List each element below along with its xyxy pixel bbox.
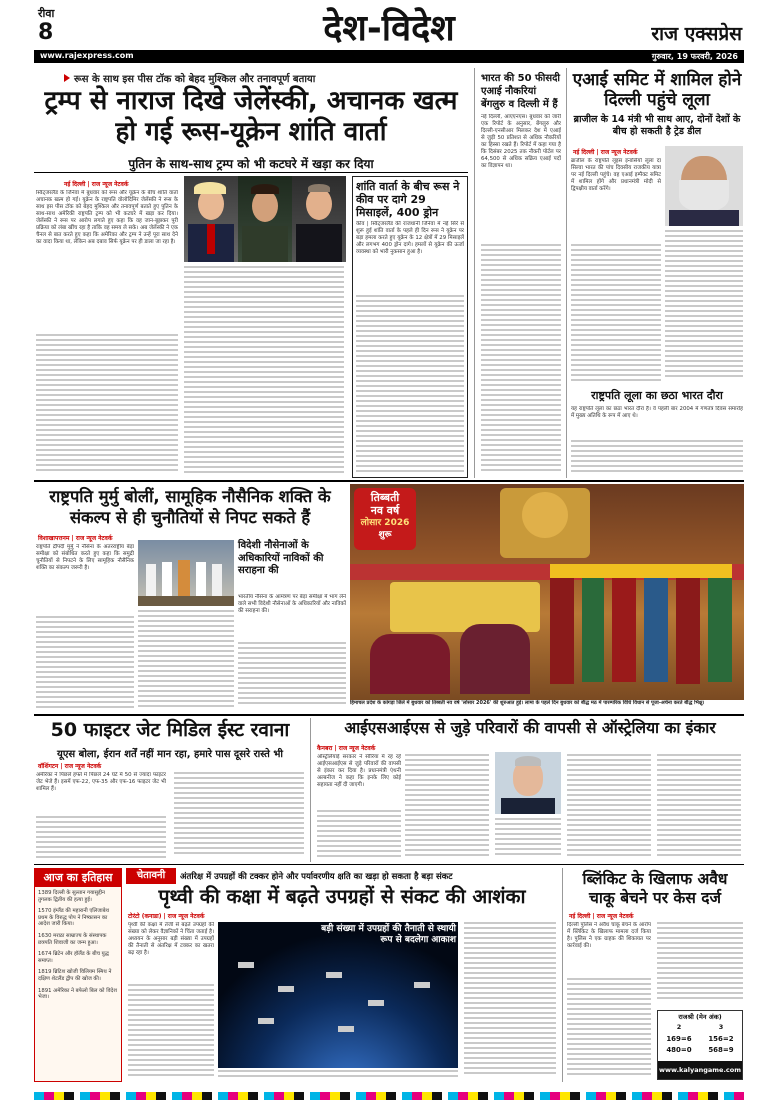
australia-body-col4 [567,754,651,860]
australia-story [310,718,744,862]
satellite-body: पृथ्वी की कक्षा में तेजी से बढ़ते उपग्रहों की संख्या को लेकर वैज्ञानिकों ने चिंता जताई है। अध्ययन के अनुसार बड़ी संख्या में उपग्रहों की तैनाती से अंतरिक्ष में टक्कर का खतरा बढ़ रहा है। [128,922,214,956]
byline: नई दिल्ली | राज न्यूज नेटवर्क [64,181,129,188]
jets-body-rest [36,816,166,860]
missile-box-body: कीव | स्विट्जरलैंड की राजधानी जिनेवा में नई सिरे से शुरू हुई शांति वार्ता के पहले ही दिन रूस ने यूक्रेन पर बड़ा हमला करते हुए यूक्रेन के 12 क्षेत्रों में 29 मिसाइलें और लगभग 400 ड्रोन दागे। हमलों से यूक्रेन की ऊर्जा व्यवस्था को भारी नुकसान हुआ है। [356,221,464,255]
murmu-story [34,484,346,712]
zelensky-body-col2 [184,266,344,478]
zelensky-headline: ट्रम्प से नाराज दिखे जेलेंस्की, अचानक खत्म हो गई रूस-यूक्रेन शांति वार्ता [44,86,458,147]
lula-box-headline: राष्ट्रपति लूला का छठा भारत दौरा [591,389,723,402]
satellite-headline: पृथ्वी की कक्षा में बढ़ते उपग्रहों से संकट की आशंका [158,885,526,908]
losar-badge-line4: शुरू [378,530,392,540]
australia-body-col3 [495,818,561,860]
navy-sidebar-body: भारतीय नौसेना के आमंत्रण पर बेड़ा समीक्षा में भाग लेने वाले सभी विदेशी नौसेनाओं के अधिकारियों और नाविकों की सराहना की। [238,594,346,614]
losar-photo-block [350,484,744,712]
history-item: 1819 ब्रिटिश खोजी विलियम स्मिथ ने दक्षिण शेटलैंड द्वीप की खोज की। [38,969,112,982]
satellite-byline: टोरंटो (कनाडा) | राज न्यूज नेटवर्क [128,913,205,920]
rashifal-col2: 3 [718,1023,724,1031]
history-box [34,868,122,1082]
zelensky-subhead: पुतिन के साथ-साथ ट्रम्प को भी कटघरे में खड़ा कर दिया [128,157,374,171]
ai-jobs-body: नई दिल्ली, आएएनएस। बुधवार को जारी एक रिपोर्ट के अनुसार, बेंगलुरु और दिल्ली-एनसीआर मिलकर देश में एआई से जुड़ी 50 प्रतिशत से अधिक नौकरियों का हिस्सा रखते हैं। रिपोर्ट में कहा गया है कि दिसंबर 2025 तक नौकरी पोर्टल पर 64,500 से अधिक सक्रिय एआई पदों का विज्ञापन था। [481,114,561,169]
jets-headline: 50 फाइटर जेट मिडिल ईस्ट रवाना [50,719,290,741]
section-title: देश-विदेश [323,8,455,49]
murmu-body-col2 [138,610,234,710]
blinkit-body: दिल्ली पुलिस ने अवैध चाकू बेचने के आरोप में ब्लिंकिट के खिलाफ मामला दर्ज किया है। पुलिस ने एक ग्राहक की शिकायत पर कार्रवाई की। [567,922,651,949]
missile-box-body-rest [356,295,464,475]
zelensky-story [34,68,468,478]
australia-body-col5 [657,754,741,860]
color-registration-strip [34,1092,744,1100]
murmu-photo [138,540,234,606]
leader-portrait-left [184,176,238,262]
leaders-photo [184,176,346,262]
rashifal-cell: 156=2 [708,1035,734,1043]
website-url[interactable]: www.rajexpress.com [40,51,134,60]
losar-badge-line3: लोसार 2026 [360,518,410,528]
lula-body: ब्राजील के राष्ट्रपति लूइस इनासियो लूला दा सिल्वा भारत की पांच दिवसीय राजकीय यात्रा पर नई दिल्ली पहुंचे। वह एआई इम्पैक्ट समिट में शामिल होंगे और प्रधानमंत्री मोदी से द्विपक्षीय वार्ता करेंगे। [571,158,661,192]
jets-story [34,718,306,862]
jets-body-col2 [174,772,304,860]
section-divider-3 [34,864,744,865]
satellite-story [126,868,558,1082]
history-item: 1389 दिल्ली के सुल्तान गयासुद्दीन तुगलक द्वितीय की हत्या हुई। [38,890,105,903]
blinkit-headline: ब्लिंकिट के खिलाफ अवैध चाकू बेचने पर केस दर्ज [582,870,728,907]
blinkit-body-rest [567,978,651,1080]
losar-badge [354,488,416,550]
story-kicker [34,71,468,85]
rashifal-title: राजश्री (मेन अंक) [678,1013,722,1021]
lula-subhead: ब्राजील के 14 मंत्री भी साथ आए, दोनों देशों के बीच हो सकती है ट्रेड डील [573,114,741,137]
navy-sidebar [238,540,346,710]
kicker-bullet-icon [64,74,70,82]
zelensky-body-col1-rest [36,334,178,478]
navy-sidebar-headline: विदेशी नौसेनाओं के अधिकारियों नाविकों की सराहना की [238,540,324,576]
rashifal-cell: 169=6 [666,1035,692,1043]
masthead [0,0,778,66]
lula-body-rest [571,244,661,384]
jets-body: अमेरिका ने पिछले हफ्ते में पिछले 24 घंटे में 50 से ज्यादा फाइटर जेट भेजे हैं। इसमें एफ-22, एफ-35 और एफ-16 फाइटर जेट भी शामिल हैं। [36,772,166,792]
leader-portrait-right [292,176,346,262]
section-divider-2 [34,714,744,716]
history-item: 1891 अमेरिका ने बफेलो बिल को विदेश भेजा। [38,987,117,1001]
warning-tagline: अंतरिक्ष में उपग्रहों की टक्कर होने और पर्यावरणीय क्षति का खड़ा हो सकता है बड़ा संकट [180,872,453,882]
murmu-body-rest [36,616,134,710]
rashifal-cell: 480=0 [666,1046,692,1054]
navy-sidebar-body-rest [238,642,346,710]
lula-box-body-rest [571,440,743,476]
lula-photo [665,146,743,226]
blinkit-byline: नई दिल्ली | राज न्यूज नेटवर्क [569,913,634,920]
section-divider-1 [34,480,744,482]
ai-jobs-headline: भारत की 50 फीसदी एआई नौकरियां बेंगलुरु व दिल्ली में हैं [481,73,561,110]
australia-body-col2 [405,754,489,860]
lula-box-body: यह राष्ट्रपति लूला का छठा भारत दौरा है। वे पहली बार 2004 में गणतंत्र दिवस समारोह में मुख्य अतिथि के रूप में आए थे। [571,406,743,419]
missile-box [352,176,468,478]
satellite-body-rest [128,984,214,1080]
city-label: रीवा [38,7,55,20]
page-number: 8 [38,20,54,45]
australia-body-rest [317,810,401,860]
masthead-bar [34,50,744,63]
lula-headline: एआई समिट में शामिल होने दिल्ली पहुंचे लूला [572,70,742,110]
lula-byline: नई दिल्ली | राज न्यूज नेटवर्क [573,149,638,156]
australia-byline: कैनबरा | राज न्यूज नेटवर्क [317,745,376,752]
murmu-body: राष्ट्रपति द्रौपदी मुर्मु ने नौसेना के अंतरराष्ट्रीय बेड़ा समीक्षा को संबोधित करते हुए कहा कि समुद्री चुनौतियों से निपटने के लिए सामूहिक नौसैनिक शक्ति का संकल्प जरूरी है। [36,544,134,571]
jets-byline: वॉशिंगटन | राज न्यूज नेटवर्क [38,763,102,770]
kicker-text: रूस के साथ इस पीस टॉक को बेहद मुश्किल और तनावपूर्ण बताया [74,74,316,85]
australia-headline: आईएसआईएस से जुड़े परिवारों की वापसी से ऑस्ट्रेलिया का इंकार [344,719,716,737]
history-item: 1630 मराठा साम्राज्य के संस्थापक छत्रपति शिवाजी का जन्म हुआ। [38,932,107,946]
rashifal-box [657,1010,743,1080]
leader-portrait-middle [238,176,292,262]
losar-badge-line2: नव वर्ष [370,504,400,517]
ai-jobs-story [474,68,562,478]
rashifal-col1: 2 [676,1023,682,1031]
warning-tag: चेतावनी [126,868,176,884]
blinkit-story [562,868,744,1082]
history-title: आज का इतिहास [35,869,121,887]
jets-subhead: यूएस बोला, ईरान शर्तें नहीं मान रहा, हमारे पास दूसरे रास्ते भी [57,749,283,760]
murmu-headline: राष्ट्रपति मुर्मु बोलीं, सामूहिक नौसैनिक शक्ति के संकल्प से ही चुनौतियों से निपट सकते हैं [49,487,331,527]
history-item: 1570 इंग्लैंड की महारानी एलिजाबेथ प्रथम के विरुद्ध पोप ने निष्कासन का आदेश जारी किया। [38,908,109,928]
rashifal-url[interactable]: www.kalyangame.com [658,1061,742,1079]
blinkit-body-col2 [657,922,743,1006]
australia-body: ऑस्ट्रेलियाई सरकार ने सीरिया में रह रहे आईएसआईएस से जुड़े परिवारों की वापसी से इंकार कर दिया है। प्रधानमंत्री एंथनी अल्बनीज ने कहा कि इनके लिए कोई सहायता नहीं दी जाएगी। [317,754,401,788]
satellite-image-caption-text [218,1070,458,1080]
rashifal-cell: 568=9 [708,1046,734,1054]
murmu-byline: विशाखापत्तनम | राज न्यूज नेटवर्क [38,535,113,542]
missile-box-headline: शांति वार्ता के बीच रूस ने कीव पर दागे 29 मिसाइलें, 400 ड्रोन [356,180,460,219]
history-list [38,890,120,1006]
lula-body-col2 [665,230,743,384]
losar-caption: हिमाचल प्रदेश के कांगड़ा जिले में बुधवार को तिब्बती नव वर्ष 'लोसार 2026' की शुरुआत हुई। लामा के पहले दिन बुधवार को बौद्ध मठ में पारम्परिक विधि विधान से पूजा-अर्चना करते बौद्ध भिक्षु। [350,700,705,706]
ai-jobs-body-rest [481,244,561,476]
satellite-image-caption: बड़ी संख्या में उपग्रहों की तैनाती से स्थायी रूप से बदलेगा आकाश [321,924,456,945]
satellite-body-col2 [464,922,556,1080]
subhead-rule [34,172,468,173]
lula-story [566,68,744,478]
satellite-image [218,922,458,1068]
zelensky-body-col1: स्विट्जरलैंड के जिनेवा में बुधवार को रूस और यूक्रेन के बीच शांति वार्ता अचानक खत्म हो गई। यूक्रेन के राष्ट्रपति वोलोदिमिर जेलेंस्की ने रूस के साथ इस पीस टॉक को बेहद मुश्किल और तनावपूर्ण बताते हुए पुतिन के साथ-साथ अमेरिकी राष्ट्रपति ट्रम्प को भी कटघरे में खड़ा कर दिया। जेलेंस्की ने रूस पर आरोप लगाते हुए कहा कि वह जान-बूझकर पूरी प्रक्रिया को लंबा खींच रहा है ताकि वह समय ले सके। अब जेलेंस्की ने एक चैनल से बात करते हुए कहा कि अमेरिका और ट्रम्प ने उन्हें पूरा साथ देने का वादा किया था, लेकिन अब दबाव सिर्फ यूक्रेन पर ही डाला जा रहा है। [36,190,178,245]
losar-badge-line1: तिब्बती [370,491,400,504]
albanese-photo [495,752,561,814]
paper-name: राज एक्सप्रेस [651,23,742,45]
issue-date: गुरुवार, 19 फरवरी, 2026 [651,52,738,61]
history-item: 1674 ब्रिटेन और हॉलैंड के बीच युद्ध समाप्त। [38,951,109,964]
